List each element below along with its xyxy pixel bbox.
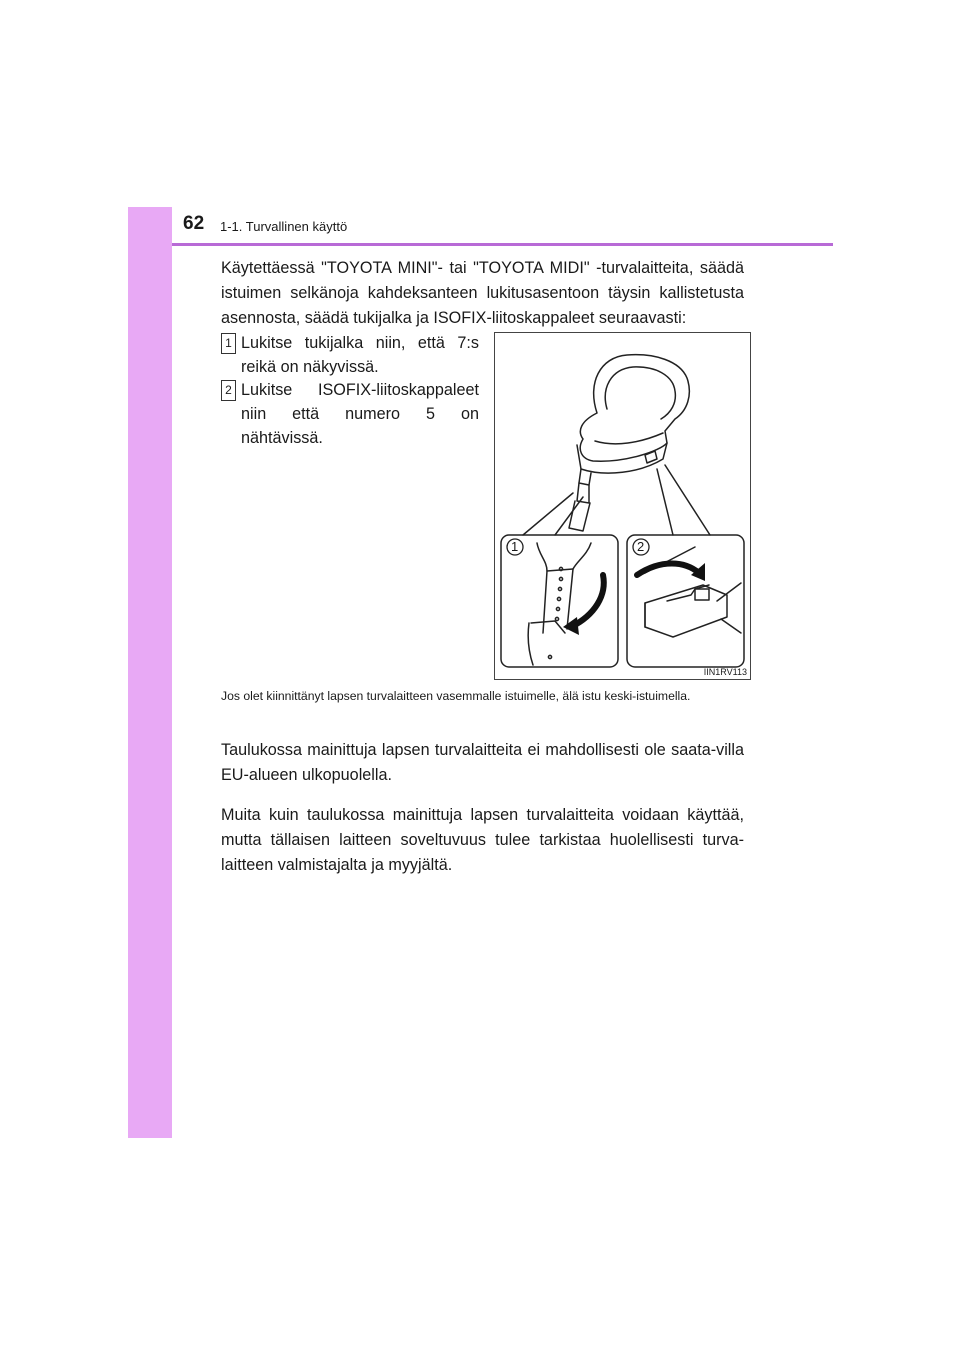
child-seat-illustration: [494, 332, 751, 680]
step-1: [221, 331, 479, 379]
step-text: Lukitse tukijalka niin, että 7:s reikä on näkyvissä.: [241, 334, 479, 376]
step-number-box: 1: [221, 333, 236, 354]
side-bar: [128, 207, 172, 1138]
paragraph-availability: Taulukossa mainittuja lapsen turvalaitteita ei mahdollisesti ole saata-villa EU-alueen ulkopuolella.: [221, 741, 744, 784]
callout-2: 2: [637, 539, 645, 554]
step-number-box: 2: [221, 380, 236, 401]
note-text: Jos olet kiinnittänyt lapsen turvalaitteen vasemmalle istuimelle, älä istu keski-istuimella.: [221, 689, 691, 703]
intro-paragraph: Käytettäessä "TOYOTA MINI"- tai "TOYOTA MIDI" -turvalaitteita, säädä istuimen selkänoja kahdeksanteen lukitusasentoon täysin kallistetusta asennosta, säädä tukijalka ja ISOFIX-liitoskappaleet seuraavasti:: [221, 259, 744, 327]
section-title: 1-1. Turvallinen käyttö: [220, 219, 348, 234]
step-2: [221, 378, 479, 450]
page-number: 62: [183, 213, 205, 234]
child-seat-drawing: [495, 333, 750, 679]
paragraph-other-devices: Muita kuin taulukossa mainittuja lapsen turvalaitteita voidaan käyttää, mutta tällaisen laitteen soveltuvuus tulee tarkistaa huolellisesti turva-laitteen valmistajalta ja myyjältä.: [221, 806, 744, 874]
header-rule: [172, 243, 833, 246]
figure-code: IIN1RV113: [703, 667, 747, 677]
step-text: Lukitse ISOFIX-liitoskappaleet niin että numero 5 on nähtävissä.: [241, 381, 479, 447]
callout-1: 1: [511, 539, 519, 554]
